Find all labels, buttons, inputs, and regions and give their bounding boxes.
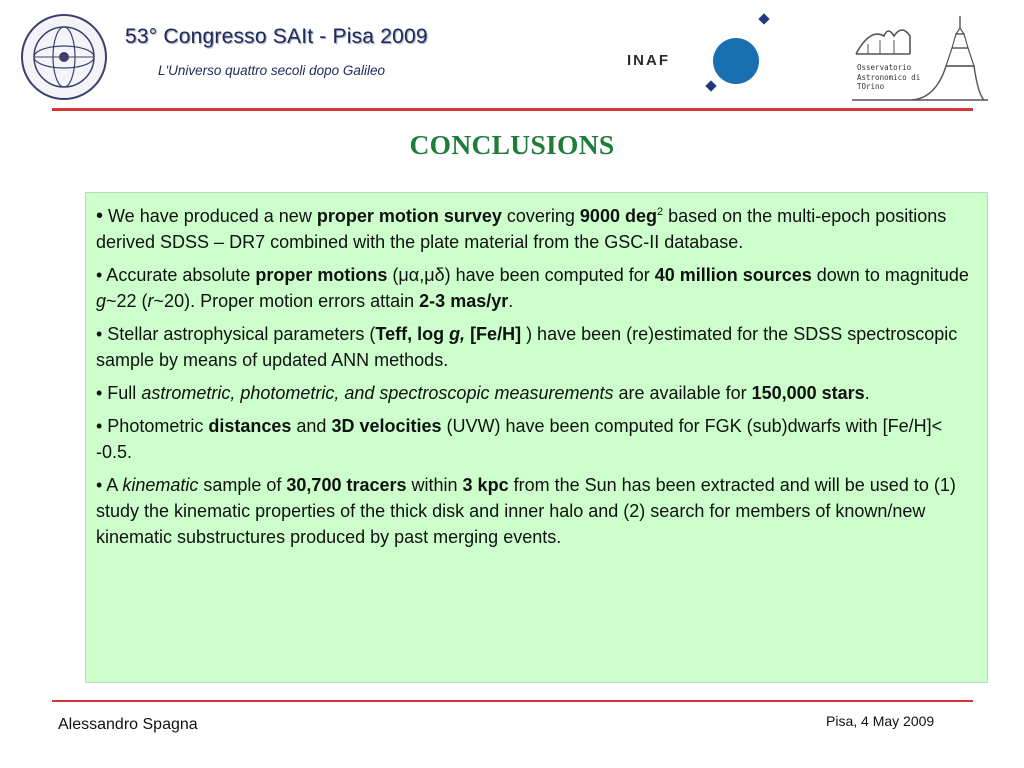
header-divider	[52, 108, 973, 111]
bullet-italic: r	[147, 291, 154, 311]
conclusion-bullet-6	[96, 472, 975, 550]
observatory-name-line: Astronomico di	[857, 72, 921, 82]
bullet-emphasis: 40 million sources	[654, 265, 812, 285]
bullet-emphasis: proper motion survey	[316, 206, 502, 226]
bullet-marker: •	[96, 205, 104, 227]
bullet-text: • Full	[96, 383, 142, 403]
bullet-text: • Photometric	[96, 416, 209, 436]
bullet-italic: g	[96, 291, 107, 311]
conclusion-bullet-1	[96, 203, 975, 255]
footer-author: Alessandro Spagna	[58, 716, 198, 733]
bullet-emphasis: 3 kpc	[462, 475, 509, 495]
inaf-logo-text: INAF	[627, 52, 670, 69]
bullet-emphasis: 9000 deg	[579, 206, 657, 226]
bullet-text: down to magnitude	[811, 265, 969, 285]
bullet-text: • Stellar astrophysical parameters (	[96, 324, 376, 344]
footer-date: Pisa, 4 May 2009	[826, 713, 935, 729]
bullet-text: ~20). Proper motion errors attain	[153, 291, 420, 311]
bullet-emphasis: distances	[208, 416, 292, 436]
bullet-emphasis: 2-3 mas/yr	[419, 291, 509, 311]
bullet-text: (UVW) have been computed for FGK (sub)dwarfs with [Fe/H]< -0.5.	[96, 416, 943, 462]
bullet-emphasis	[449, 324, 465, 344]
bullet-text: .	[508, 291, 514, 311]
congress-title: 53° Congresso SAIt - Pisa 2009	[125, 25, 428, 48]
bullet-text: We have produced a new	[103, 206, 317, 226]
bullet-text: are available for	[613, 383, 752, 403]
conclusion-bullet-3	[96, 321, 975, 373]
bullet-text: (μα,μδ) have been computed for	[387, 265, 655, 285]
bullet-text: within	[406, 475, 463, 495]
conclusion-bullet-4	[96, 380, 975, 406]
bullet-text: • A	[96, 475, 123, 495]
bullet-text: .	[864, 383, 870, 403]
bullet-superscript: 2	[656, 206, 664, 218]
slide-title: CONCLUSIONS	[409, 129, 615, 160]
bullet-text: ) have been (re)estimated for the SDSS spectroscopic sample by means of updated ANN methods.	[96, 324, 958, 370]
bullet-emphasis: 3D velocities	[331, 416, 442, 436]
observatory-name-line: Osservatorio	[857, 63, 912, 72]
bullet-italic: g,	[449, 324, 466, 344]
bullet-emphasis: 30,700 tracers	[286, 475, 407, 495]
conclusion-bullet-2	[96, 262, 975, 314]
observatory-name	[857, 63, 920, 92]
bullet-text: • Accurate absolute	[96, 265, 256, 285]
bullet-text: ~22 (	[106, 291, 148, 311]
observatory-name-line: TOrino	[857, 82, 885, 91]
bullet-text: covering	[501, 206, 580, 226]
conclusions-box	[85, 192, 988, 683]
bullet-text: and	[291, 416, 332, 436]
bullet-text: based on the multi-epoch positions derived SDSS – DR7 combined with the plate material from the GSC-II database.	[96, 206, 947, 252]
bullet-emphasis: 150,000 stars	[751, 383, 865, 403]
bullet-text: sample of	[198, 475, 287, 495]
bullet-italic: astrometric, photometric, and spectroscopic measurements	[141, 383, 614, 403]
bullet-emphasis: Teff, log	[375, 324, 450, 344]
bullet-italic: kinematic	[122, 475, 199, 495]
sait-society-logo	[18, 12, 110, 102]
bullet-text: from the Sun has been extracted and will be used to (1) study the kinematic properties of the thick disk and inner halo and (2) search for members of known/new kinematic substructures produced by past merging events.	[96, 475, 956, 547]
conclusion-bullet-5	[96, 413, 975, 465]
bullet-emphasis: [Fe/H]	[465, 324, 522, 344]
inaf-logo-icon	[700, 12, 785, 97]
footer-divider	[52, 700, 973, 702]
bullet-emphasis: proper motions	[255, 265, 388, 285]
congress-subtitle: L'Universo quattro secoli dopo Galileo	[158, 63, 385, 78]
